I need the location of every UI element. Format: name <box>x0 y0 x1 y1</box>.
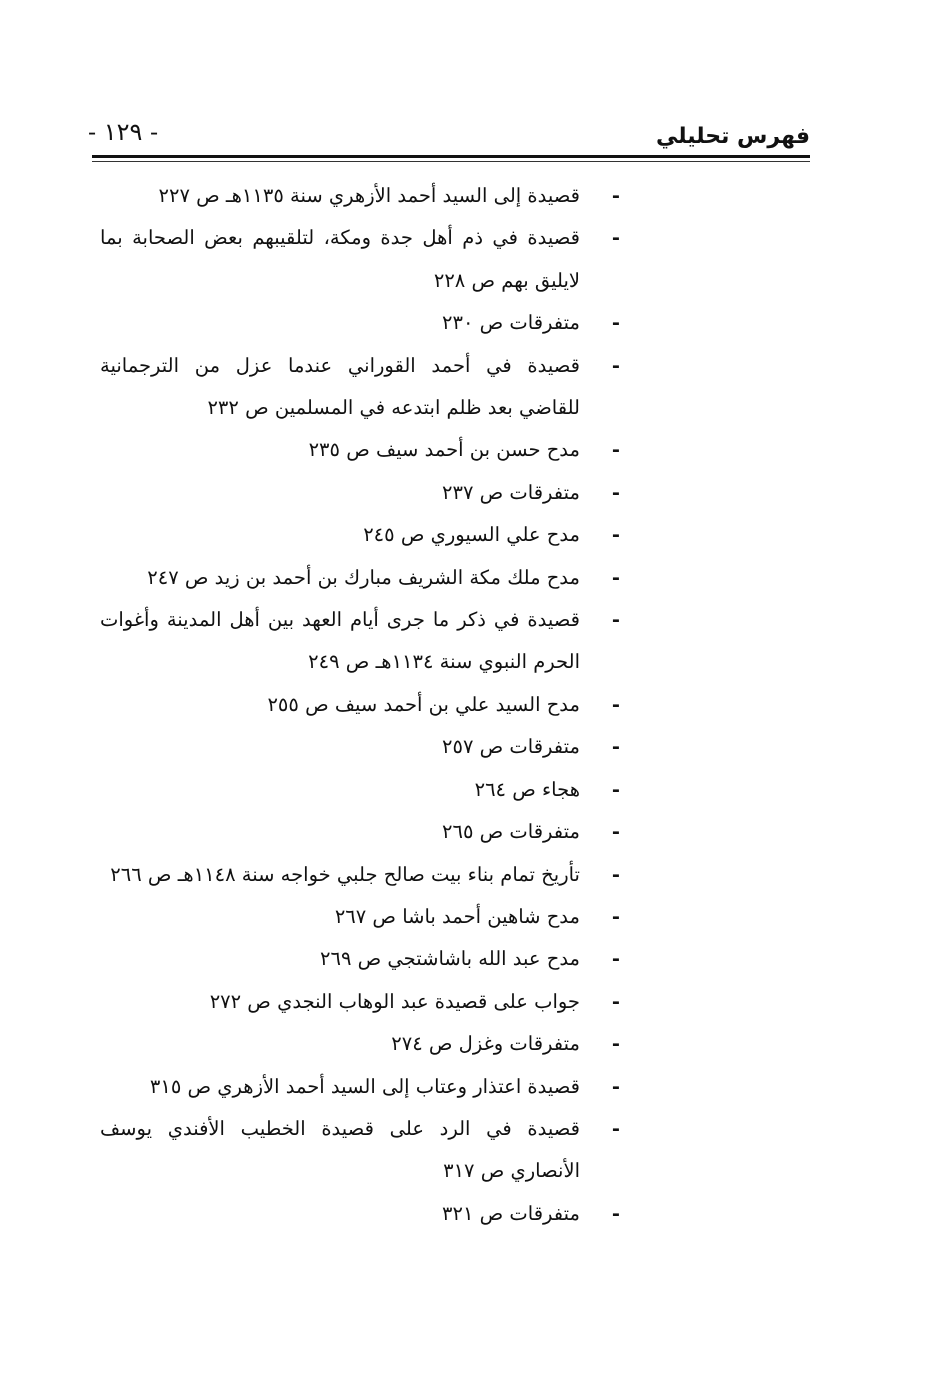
index-entry <box>100 345 620 430</box>
entry-text: متفرقات ص ٢٦٥ <box>442 820 580 844</box>
entry-text: قصيدة في ذم أهل جدة ومكة، لتلقيبهم بعض الصحابة بما لايليق بهم ص ٢٢٨ <box>100 226 580 292</box>
entry-text: تأريخ تمام بناء بيت صالح جلبي خواجه سنة ١١٤٨هـ ص ٢٦٦ <box>110 862 580 886</box>
entry-dash: - <box>611 523 620 547</box>
page-header <box>88 118 810 154</box>
entry-text: قصيدة إلى السيد أحمد الأزهري سنة ١١٣٥هـ ص ٢٢٧ <box>158 184 580 207</box>
entry-dash: - <box>611 820 620 844</box>
entry-dash: - <box>611 1116 620 1140</box>
entry-text: متفرقات ص ٢٣٧ <box>442 480 580 504</box>
index-entry <box>100 811 620 853</box>
index-entry <box>100 217 620 302</box>
entry-dash: - <box>611 989 620 1013</box>
entry-dash: - <box>611 777 620 801</box>
entry-text: مدح شاهين أحمد باشا ص ٢٦٧ <box>334 904 580 928</box>
entry-dash: - <box>611 692 620 716</box>
entry-dash: - <box>611 608 620 632</box>
entry-dash: - <box>611 735 620 759</box>
index-entry <box>100 938 620 980</box>
entry-dash: - <box>611 226 620 250</box>
header-rule-thin <box>92 161 810 162</box>
entry-text: متفرقات ص ٢٥٧ <box>442 735 580 759</box>
index-entry <box>100 302 620 344</box>
index-entry <box>100 472 620 514</box>
running-title: فهرس تحليلي <box>656 124 810 149</box>
index-entry <box>100 1023 620 1065</box>
entry-dash: - <box>611 184 620 207</box>
entry-text: قصيدة في ذكر ما جرى أيام العهد بين أهل المدينة وأغوات الحرم النبوي سنة ١١٣٤هـ ص ٢٤٩ <box>100 608 580 674</box>
entry-text: متفرقات وغزل ص ٢٧٤ <box>391 1032 580 1056</box>
index-entry <box>100 684 620 726</box>
entry-dash: - <box>611 862 620 886</box>
index-entry <box>100 599 620 684</box>
entry-dash: - <box>611 1201 620 1225</box>
entry-dash: - <box>611 353 620 377</box>
index-entry <box>100 1066 620 1108</box>
page-number: - ١٢٩ - <box>88 118 159 146</box>
index-entry <box>100 854 620 896</box>
entry-text: متفرقات ص ٢٣٠ <box>442 311 580 335</box>
entry-text: مدح ملك مكة الشريف مبارك بن أحمد بن زيد ص ٢٤٧ <box>147 565 580 589</box>
entry-dash: - <box>611 904 620 928</box>
entry-text: مدح حسن بن أحمد سيف ص ٢٣٥ <box>308 438 580 462</box>
index-entry <box>100 981 620 1023</box>
index-entries <box>100 175 620 1235</box>
index-entry <box>100 1108 620 1193</box>
index-entry <box>100 514 620 556</box>
entry-text: جواب على قصيدة عبد الوهاب النجدي ص ٢٧٢ <box>209 989 580 1013</box>
header-rule-thick <box>92 155 810 158</box>
entry-text: قصيدة في أحمد القوراني عندما عزل من الترجمانية للقاضي بعد ظلم ابتدعه في المسلمين ص ٢٣٢ <box>100 353 580 420</box>
entry-dash: - <box>611 565 620 589</box>
entry-dash: - <box>611 480 620 504</box>
index-entry <box>100 429 620 471</box>
entry-text: مدح علي السيوري ص ٢٤٥ <box>363 523 580 547</box>
entry-text: متفرقات ص ٣٢١ <box>442 1201 580 1225</box>
entry-text: هجاء ص ٢٦٤ <box>474 777 580 801</box>
entry-dash: - <box>611 1074 620 1098</box>
entry-dash: - <box>611 947 620 971</box>
index-entry <box>100 769 620 811</box>
entry-text: قصيدة اعتذار وعتاب إلى السيد أحمد الأزهري ص ٣١٥ <box>149 1074 580 1098</box>
entry-text: مدح السيد علي بن أحمد سيف ص ٢٥٥ <box>267 692 580 716</box>
index-entry <box>100 557 620 599</box>
entry-dash: - <box>611 311 620 335</box>
entry-text: مدح عبد الله باشاشتجي ص ٢٦٩ <box>320 947 580 971</box>
entry-text: قصيدة في الرد على قصيدة الخطيب الأفندي يوسف الأنصاري ص ٣١٧ <box>100 1116 580 1183</box>
index-entry <box>100 896 620 938</box>
index-entry <box>100 1193 620 1235</box>
index-entry <box>100 726 620 768</box>
entry-dash: - <box>611 438 620 462</box>
entry-dash: - <box>611 1032 620 1056</box>
index-entry <box>100 175 620 217</box>
